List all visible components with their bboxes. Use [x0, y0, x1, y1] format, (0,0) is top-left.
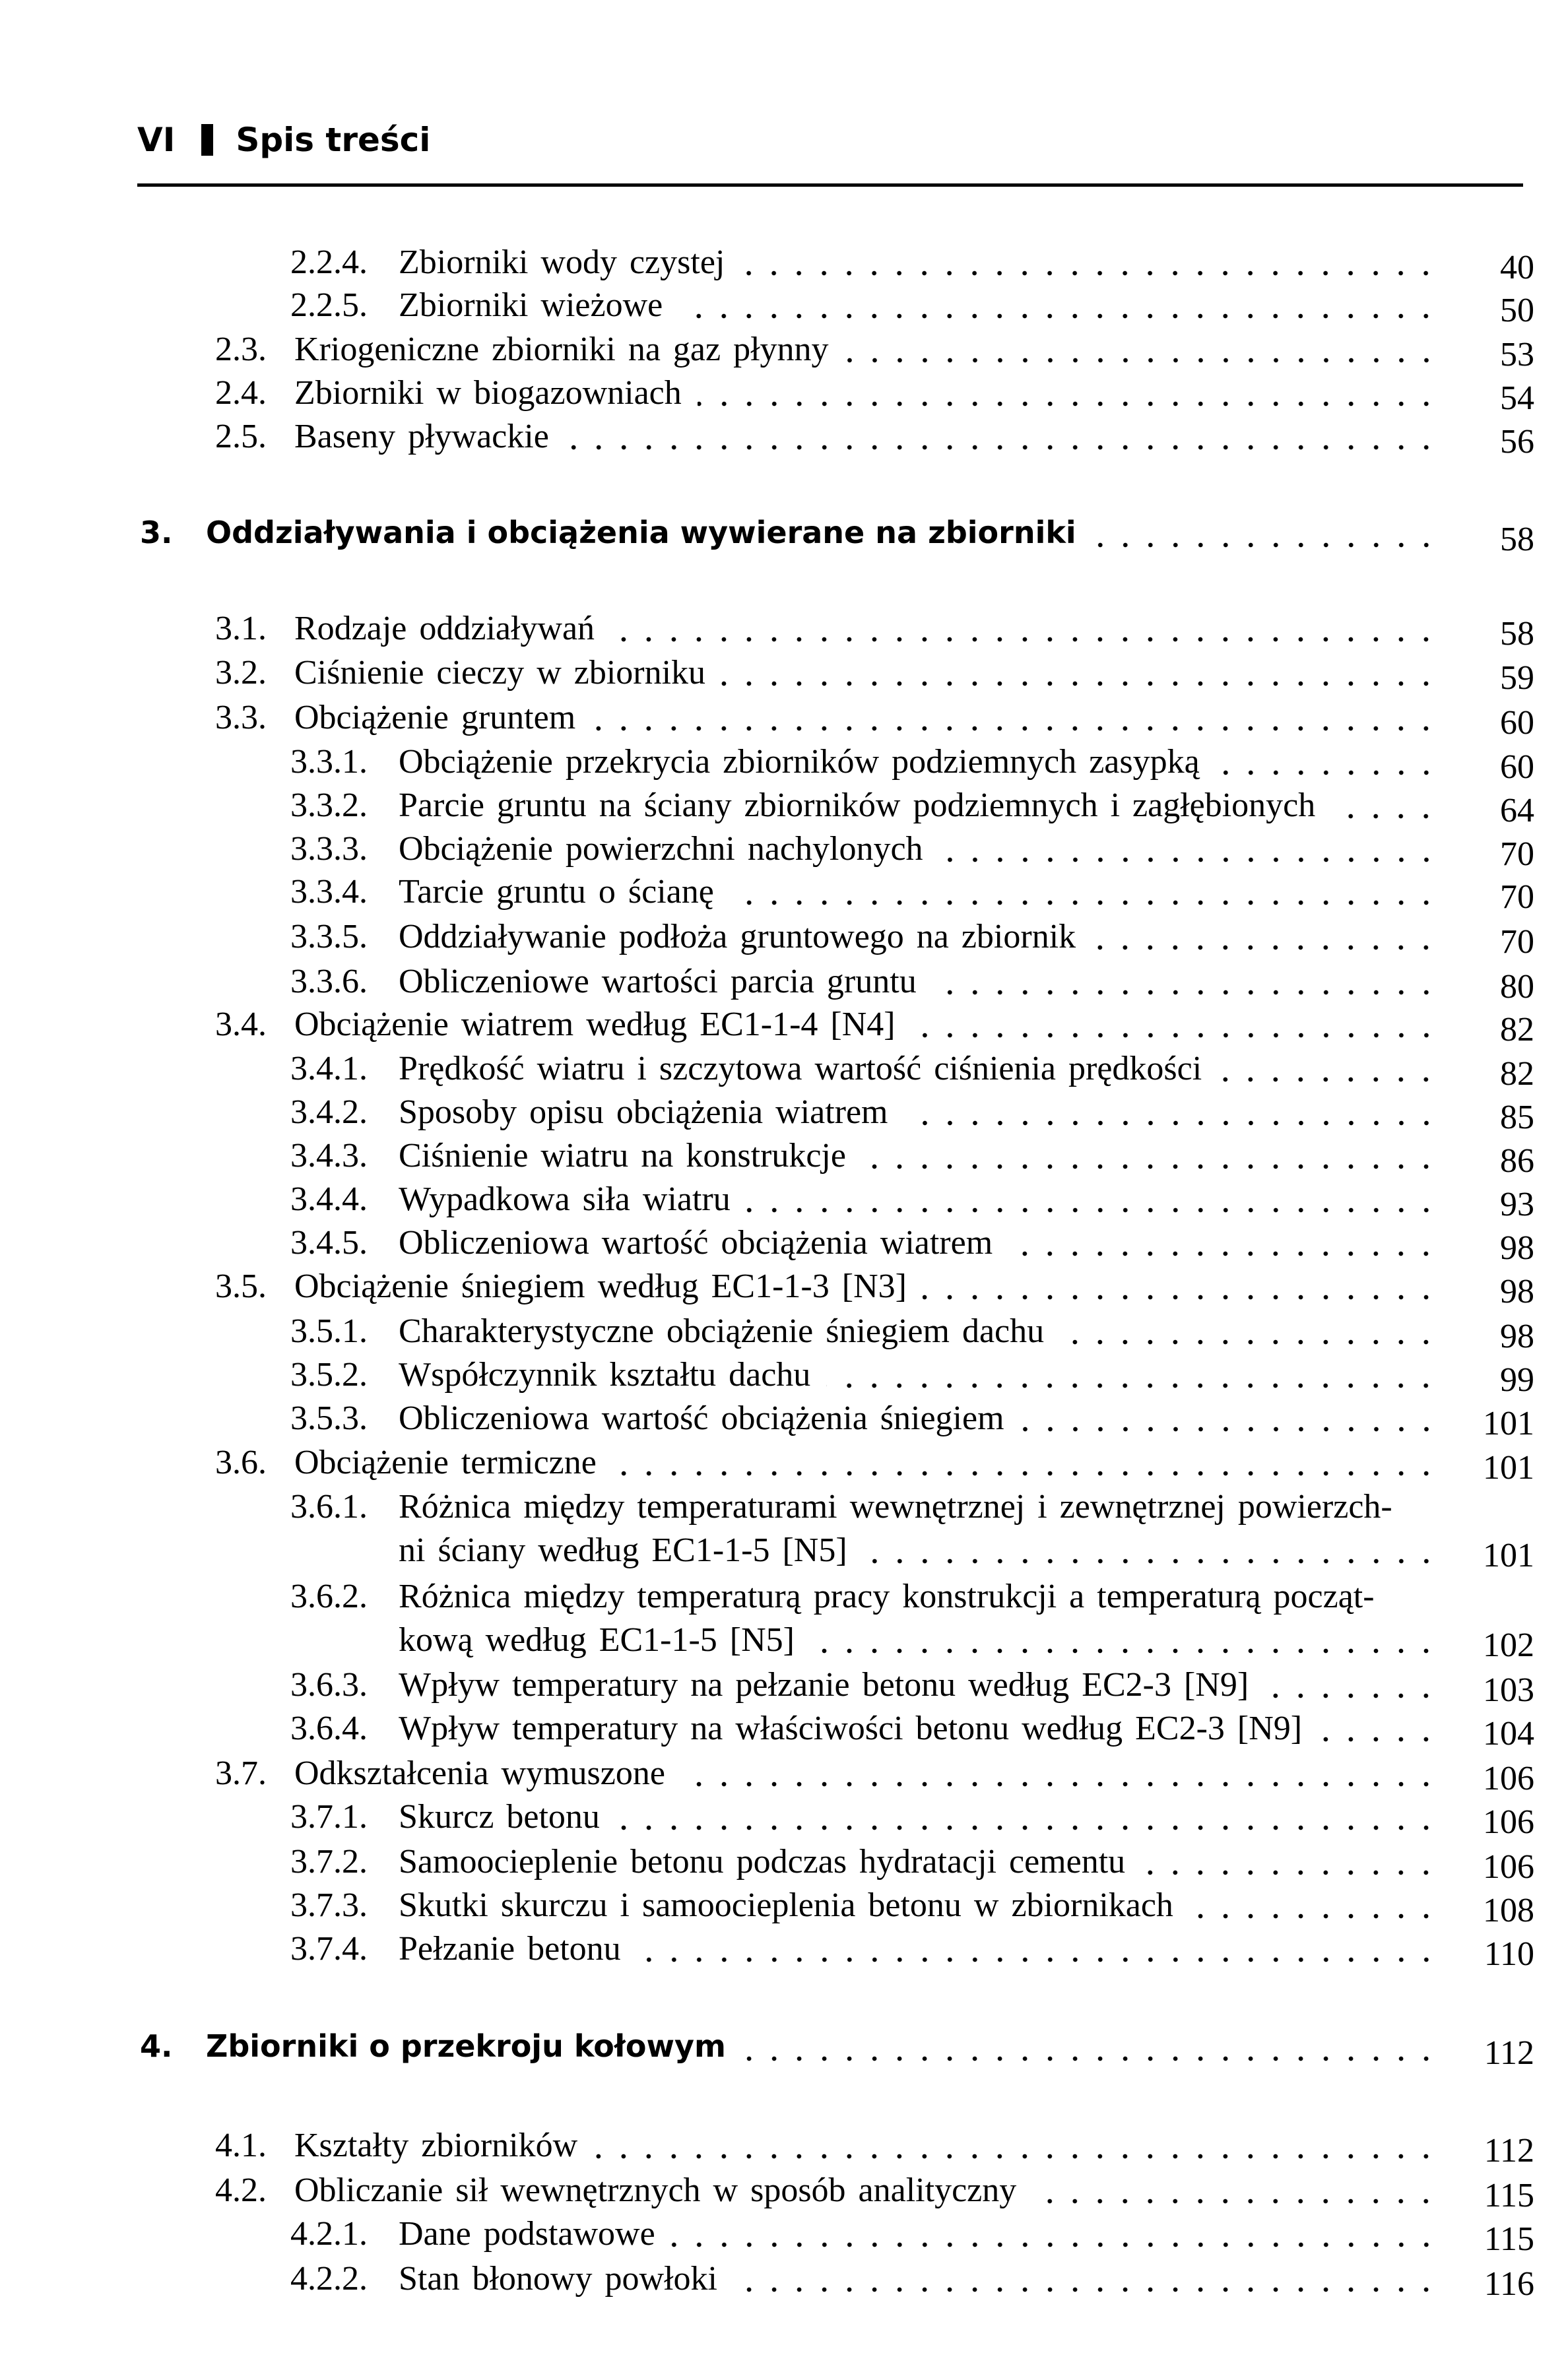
page-number: 112: [1484, 2132, 1534, 2170]
dot-leader: [593, 2154, 1439, 2159]
page-number: 59: [1500, 659, 1534, 697]
page-number: 60: [1500, 704, 1534, 742]
section-title[interactable]: Wpływ temperatury na pełzanie betonu według EC2-3 [N9]: [399, 1666, 1249, 1704]
section-title[interactable]: Stan błonowy powłoki: [399, 2260, 717, 2298]
section-number: 3.1.: [215, 610, 267, 647]
section-number: 3.4.1.: [290, 1050, 368, 1087]
page-number: 98: [1500, 1273, 1534, 1310]
section-title[interactable]: Różnica między temperaturami wewnętrznej i zewnętrznej powierzch-: [399, 1488, 1392, 1526]
section-number: 3.6.3.: [290, 1666, 368, 1704]
section-title[interactable]: Różnica między temperaturą pracy konstrukcji a temperaturą począt-: [399, 1578, 1375, 1615]
page-number: 85: [1500, 1099, 1534, 1136]
page-number: 108: [1483, 1892, 1534, 1929]
dot-leader: [740, 271, 1439, 276]
section-number: 3.4.4.: [290, 1180, 368, 1218]
dot-leader: [610, 637, 1439, 642]
section-number: 2.3.: [215, 331, 267, 368]
section-number: 3.3.2.: [290, 787, 368, 824]
dot-leader: [1264, 1693, 1439, 1698]
section-number: 3.7.: [215, 1754, 267, 1792]
dot-leader: [678, 313, 1439, 319]
section-number: 4.1.: [215, 2127, 267, 2164]
dot-leader: [1032, 2199, 1439, 2204]
page-number: 106: [1483, 1848, 1534, 1886]
dot-leader: [721, 681, 1439, 686]
section-title[interactable]: Obciążenie gruntem: [294, 699, 576, 736]
section-title[interactable]: Skutki skurczu i samoocieplenia betonu w zbiornikach: [399, 1886, 1173, 1924]
dot-leader: [1092, 945, 1439, 950]
section-title[interactable]: Oddziaływanie podłoża gruntowego na zbiornik: [399, 918, 1076, 955]
page-number: 80: [1500, 968, 1534, 1006]
page-number: 101: [1483, 1537, 1534, 1574]
dot-leader: [616, 1825, 1439, 1830]
section-title[interactable]: Obciążenie śniegiem według EC1-1-3 [N3]: [294, 1268, 907, 1305]
section-title[interactable]: Baseny pływackie: [294, 418, 549, 455]
section-number: 3.6.2.: [290, 1578, 368, 1615]
section-number: 4.2.: [215, 2171, 267, 2209]
section-number: 3.4.2.: [290, 1093, 368, 1131]
section-title[interactable]: Ciśnienie cieczy w zbiorniku: [294, 654, 706, 691]
dot-leader: [671, 2242, 1439, 2247]
section-title[interactable]: Obciążenie termiczne: [294, 1444, 597, 1481]
section-title[interactable]: Obliczeniowe wartości parcia gruntu: [399, 963, 917, 1000]
dot-leader: [1318, 1737, 1439, 1742]
section-number: 2.4.: [215, 374, 267, 412]
page-number: 103: [1483, 1671, 1534, 1709]
chapter-title[interactable]: Oddziaływania i obciążenia wywierane na zbiorniki: [206, 515, 1076, 550]
page-number: 116: [1484, 2265, 1534, 2303]
section-title[interactable]: Sposoby opisu obciążenia wiatrem: [399, 1093, 888, 1131]
section-title[interactable]: Obciążenie wiatrem według EC1-1-4 [N4]: [294, 1006, 896, 1043]
dot-leader: [733, 2287, 1439, 2292]
chapter-title[interactable]: Zbiorniki o przekroju kołowym: [206, 2028, 726, 2064]
dot-leader: [810, 1648, 1439, 1654]
dot-leader: [637, 1957, 1439, 1962]
page-number: 99: [1500, 1361, 1534, 1399]
section-number: 3.6.1.: [290, 1488, 368, 1526]
section-title[interactable]: Obliczanie sił wewnętrznych w sposób analityczny: [294, 2171, 1017, 2209]
section-title[interactable]: Obciążenie powierzchni nachylonych: [399, 830, 923, 868]
dot-leader: [826, 1383, 1439, 1388]
page-number: 40: [1500, 249, 1534, 286]
chapter-number: 4.: [140, 2028, 173, 2064]
dot-leader: [1216, 770, 1439, 775]
section-number: 2.2.4.: [290, 243, 368, 281]
page-number: 93: [1500, 1186, 1534, 1223]
page-number: 60: [1500, 748, 1534, 786]
section-number: 3.6.: [215, 1444, 267, 1481]
page-label: VI: [137, 121, 176, 159]
dot-leader: [1020, 1427, 1439, 1432]
dot-leader: [591, 726, 1439, 731]
section-number: 3.3.5.: [290, 918, 368, 955]
section-number: 2.5.: [215, 418, 267, 455]
section-title[interactable]: Tarcie gruntu o ścianę: [399, 873, 714, 911]
page-number: 56: [1500, 423, 1534, 461]
page-number: 102: [1483, 1626, 1534, 1664]
page-number: 98: [1500, 1229, 1534, 1267]
page-number: 115: [1484, 2220, 1534, 2258]
section-number: 3.4.3.: [290, 1137, 368, 1174]
dot-leader: [1060, 1339, 1439, 1345]
page-number: 58: [1500, 521, 1534, 558]
page-number: 82: [1500, 1055, 1534, 1093]
section-title[interactable]: Zbiorniki wieżowe: [399, 286, 663, 324]
section-number: 3.7.3.: [290, 1886, 368, 1924]
section-number: 3.3.4.: [290, 873, 368, 911]
section-title[interactable]: Kształty zbiorników: [294, 2127, 578, 2164]
dot-leader: [681, 1782, 1439, 1787]
section-title[interactable]: Parcie gruntu na ściany zbiorników podziemnych i zagłębionych: [399, 787, 1316, 824]
section-title-continuation[interactable]: kową według EC1-1-5 [N5]: [399, 1621, 795, 1659]
dot-leader: [742, 2056, 1439, 2061]
section-number: 3.5.: [215, 1268, 267, 1305]
section-title[interactable]: Samoocieplenie betonu podczas hydratacji cementu: [399, 1843, 1126, 1881]
dot-leader: [939, 857, 1439, 862]
section-title[interactable]: Dane podstawowe: [399, 2215, 655, 2253]
section-number: 4.2.1.: [290, 2215, 368, 2253]
page-number: 101: [1483, 1405, 1534, 1442]
page-number: 98: [1500, 1318, 1534, 1355]
section-title[interactable]: Skurcz betonu: [399, 1798, 600, 1836]
header-title: Spis treści: [236, 121, 431, 159]
dot-leader: [911, 1033, 1439, 1038]
page-number: 115: [1484, 2177, 1534, 2214]
section-number: 3.3.3.: [290, 830, 368, 868]
section-number: 3.3.: [215, 699, 267, 736]
page-number: 53: [1500, 336, 1534, 373]
section-number: 4.2.2.: [290, 2260, 368, 2298]
dot-leader: [932, 990, 1439, 995]
section-title[interactable]: Charakterystyczne obciążenie śniegiem dachu: [399, 1312, 1045, 1350]
section-number: 3.6.4.: [290, 1710, 368, 1747]
section-number: 3.5.1.: [290, 1312, 368, 1350]
dot-leader: [1331, 814, 1439, 819]
dot-leader: [863, 1559, 1439, 1564]
section-number: 3.7.1.: [290, 1798, 368, 1836]
page-number: 64: [1500, 792, 1534, 829]
dot-leader: [698, 401, 1439, 406]
section-title[interactable]: Rodzaje oddziaływań: [294, 610, 595, 647]
section-title-continuation[interactable]: ni ściany według EC1-1-5 [N5]: [399, 1531, 847, 1569]
page-number: 104: [1483, 1715, 1534, 1753]
section-title[interactable]: Kriogeniczne zbiorniki na gaz płynny: [294, 331, 829, 368]
dot-leader: [612, 1471, 1439, 1476]
dot-leader: [730, 900, 1439, 905]
page-number: 106: [1483, 1803, 1534, 1841]
section-number: 3.5.2.: [290, 1356, 368, 1394]
section-title[interactable]: Obliczeniowa wartość obciążenia śniegiem: [399, 1399, 1004, 1437]
section-title[interactable]: Obciążenie przekrycia zbiorników podziemnych zasypką: [399, 743, 1200, 781]
section-number: 3.2.: [215, 654, 267, 691]
page-number: 106: [1483, 1760, 1534, 1797]
dot-leader: [845, 358, 1439, 363]
dot-leader: [1141, 1870, 1439, 1875]
dot-leader: [1008, 1251, 1439, 1256]
section-number: 3.3.6.: [290, 963, 368, 1000]
section-title[interactable]: Zbiorniki w biogazowniach: [294, 374, 682, 412]
section-title[interactable]: Współczynnik kształtu dachu: [399, 1356, 811, 1394]
page-number: 70: [1500, 923, 1534, 961]
section-number: 2.2.5.: [290, 286, 368, 324]
page-number: 86: [1500, 1142, 1534, 1180]
section-title[interactable]: Wpływ temperatury na właściwości betonu według EC2-3 [N9]: [399, 1710, 1303, 1747]
dot-leader: [904, 1120, 1439, 1126]
section-number: 3.4.: [215, 1006, 267, 1043]
dot-leader: [746, 1207, 1439, 1213]
page-number: 58: [1500, 615, 1534, 653]
page-number: 82: [1500, 1011, 1534, 1048]
section-title[interactable]: Ciśnienie wiatru na konstrukcje: [399, 1137, 846, 1174]
section-title[interactable]: Pełzanie betonu: [399, 1930, 621, 1968]
page-number: 70: [1500, 835, 1534, 873]
dot-leader: [1218, 1077, 1439, 1082]
section-number: 3.3.1.: [290, 743, 368, 781]
dot-leader: [923, 1295, 1439, 1300]
section-title[interactable]: Odkształcenia wymuszone: [294, 1754, 665, 1792]
section-number: 3.5.3.: [290, 1399, 368, 1437]
dot-leader: [1189, 1914, 1439, 1919]
page-number: 50: [1500, 292, 1534, 329]
section-title[interactable]: Prędkość wiatru i szczytowa wartość ciśnienia prędkości: [399, 1050, 1202, 1087]
chapter-number: 3.: [140, 515, 173, 550]
dot-leader: [1092, 542, 1439, 548]
page-number: 112: [1484, 2034, 1534, 2072]
section-number: 3.4.5.: [290, 1224, 368, 1262]
dot-leader: [565, 445, 1439, 450]
page-number: 54: [1500, 379, 1534, 417]
dot-leader: [862, 1164, 1439, 1169]
section-title[interactable]: Wypadkowa siła wiatru: [399, 1180, 731, 1218]
section-title[interactable]: Zbiorniki wody czystej: [399, 243, 725, 281]
page-number: 101: [1483, 1449, 1534, 1487]
section-title[interactable]: Obliczeniowa wartość obciążenia wiatrem: [399, 1224, 993, 1262]
page-number: 70: [1500, 878, 1534, 916]
section-number: 3.7.4.: [290, 1930, 368, 1968]
section-number: 3.7.2.: [290, 1843, 368, 1881]
page-number: 110: [1484, 1935, 1534, 1973]
